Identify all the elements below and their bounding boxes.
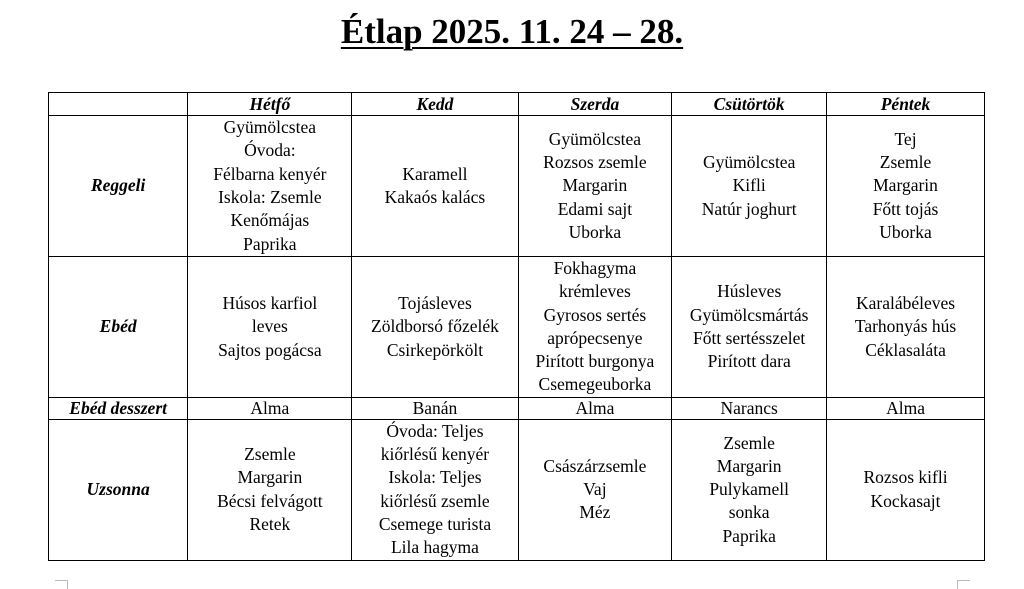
menu-item: Sajtos pogácsa xyxy=(218,339,322,360)
menu-item: Óvoda: Teljes xyxy=(386,420,484,441)
menu-cell xyxy=(827,419,985,560)
menu-item: Méz xyxy=(579,502,611,523)
menu-item: kiőrlésű zsemle xyxy=(380,490,490,511)
menu-item: Margarin xyxy=(716,455,782,476)
menu-item: Kakaós kalács xyxy=(384,187,486,207)
menu-item: Csemege turista xyxy=(378,514,492,535)
meal-label: Reggeli xyxy=(49,116,188,257)
meal-row-uzsonna xyxy=(49,419,985,560)
menu-item: aprópecsenye xyxy=(547,327,643,348)
menu-item: Főtt tojás xyxy=(872,198,939,219)
menu-item: Pirított burgonya xyxy=(535,351,655,372)
meal-row-ebed xyxy=(49,257,985,398)
day-header: Csütörtök xyxy=(672,93,827,116)
menu-item: leves xyxy=(251,316,288,337)
menu-cell xyxy=(352,116,518,257)
menu-item: Uborka xyxy=(879,221,932,242)
menu-item: Lila hagyma xyxy=(390,537,479,558)
menu-item: Edami sajt xyxy=(557,198,633,219)
menu-item: Zsemle xyxy=(723,432,775,453)
menu-item: Paprika xyxy=(243,233,297,254)
menu-item: Tej xyxy=(894,128,917,149)
menu-item: Karalábéleves xyxy=(855,292,956,313)
menu-item: Iskola: Zsemle xyxy=(218,187,322,207)
menu-item: Céklasaláta xyxy=(865,339,946,360)
day-header: Péntek xyxy=(827,93,985,116)
menu-cell xyxy=(827,397,985,419)
menu-item: Zsemle xyxy=(879,152,932,173)
menu-cell xyxy=(352,419,518,560)
menu-item: Vaj xyxy=(583,479,607,500)
menu-item: Pirított dara xyxy=(707,351,791,372)
meal-row-ebed-desszert xyxy=(49,397,985,419)
menu-item: Zsemle xyxy=(244,444,296,465)
menu-item: Iskola: Teljes xyxy=(388,467,482,488)
menu-cell xyxy=(352,257,518,398)
menu-item: Pulykamell xyxy=(709,479,790,500)
menu-item: Uborka xyxy=(568,221,622,242)
menu-item: Banán xyxy=(412,397,458,418)
meal-row-reggeli xyxy=(49,116,985,257)
menu-table xyxy=(48,92,985,561)
menu-item: Gyümölcstea xyxy=(548,128,642,149)
menu-item: Bécsi felvágott xyxy=(217,490,323,511)
menu-item: Kenőmájas xyxy=(230,210,310,231)
menu-cell xyxy=(188,257,352,398)
menu-cell xyxy=(672,419,827,560)
menu-cell xyxy=(827,116,985,257)
menu-item: Húsos karfiol xyxy=(222,292,318,313)
menu-cell xyxy=(518,257,672,398)
menu-item: Félbarna kenyér xyxy=(213,163,327,184)
menu-item: Gyümölcstea xyxy=(223,117,317,138)
meal-label: Ebéd desszert xyxy=(49,397,188,419)
day-header: Hétfő xyxy=(188,93,352,116)
menu-cell xyxy=(188,116,352,257)
menu-item: Margarin xyxy=(873,175,938,196)
day-header: Szerda xyxy=(518,93,672,116)
menu-item: Óvoda: xyxy=(244,140,296,161)
menu-item: Retek xyxy=(249,514,291,535)
menu-item: Gyümölcsmártás xyxy=(689,304,809,325)
menu-item: Zöldborsó főzelék xyxy=(371,316,499,337)
meal-label: Ebéd xyxy=(49,257,188,398)
menu-cell xyxy=(352,397,518,419)
menu-item: Rozsos zsemle xyxy=(543,152,647,173)
menu-item: Paprika xyxy=(722,525,776,546)
menu-cell xyxy=(672,397,827,419)
menu-item: Margarin xyxy=(562,175,628,196)
menu-cell xyxy=(518,116,672,257)
page-title-text: Étlap 2025. 11. 24 – 28. xyxy=(340,12,684,51)
meal-label: Uzsonna xyxy=(49,419,188,560)
menu-item: Tojásleves xyxy=(398,292,472,313)
menu-item: Alma xyxy=(250,397,290,418)
menu-item: Csemegeuborka xyxy=(538,374,652,395)
menu-item: Húsleves xyxy=(717,281,782,302)
menu-item: Tarhonyás hús xyxy=(854,316,957,337)
menu-item: Gyrosos sertés xyxy=(543,304,647,325)
menu-item: sonka xyxy=(728,502,770,523)
menu-item: Margarin xyxy=(237,467,303,488)
menu-cell xyxy=(672,116,827,257)
menu-item: Csirkepörkölt xyxy=(386,339,484,360)
menu-item: Narancs xyxy=(720,397,778,418)
menu-item: Alma xyxy=(575,397,615,418)
menu-item: krémleves xyxy=(558,281,631,302)
day-header: Kedd xyxy=(352,93,518,116)
page-title xyxy=(0,10,1024,54)
menu-cell xyxy=(518,419,672,560)
menu-item: Főtt sertésszelet xyxy=(693,327,806,348)
menu-item: Karamell xyxy=(402,163,468,184)
menu-item: Fokhagyma xyxy=(553,258,637,278)
menu-item: kiőrlésű kenyér xyxy=(380,444,490,465)
menu-item: Alma xyxy=(886,397,925,418)
menu-cell xyxy=(188,397,352,419)
menu-item: Kifli xyxy=(732,175,766,196)
menu-cell xyxy=(827,257,985,398)
menu-item: Rozsos kifli xyxy=(863,467,948,488)
menu-cell xyxy=(672,257,827,398)
menu-item: Gyümölcstea xyxy=(703,152,796,173)
menu-cell xyxy=(518,397,672,419)
menu-item: Natúr joghurt xyxy=(701,198,797,219)
header-row xyxy=(49,93,985,116)
menu-item: Kockasajt xyxy=(870,490,941,511)
menu-cell xyxy=(188,419,352,560)
menu-item: Császárzsemle xyxy=(543,455,647,476)
header-corner xyxy=(49,93,188,116)
